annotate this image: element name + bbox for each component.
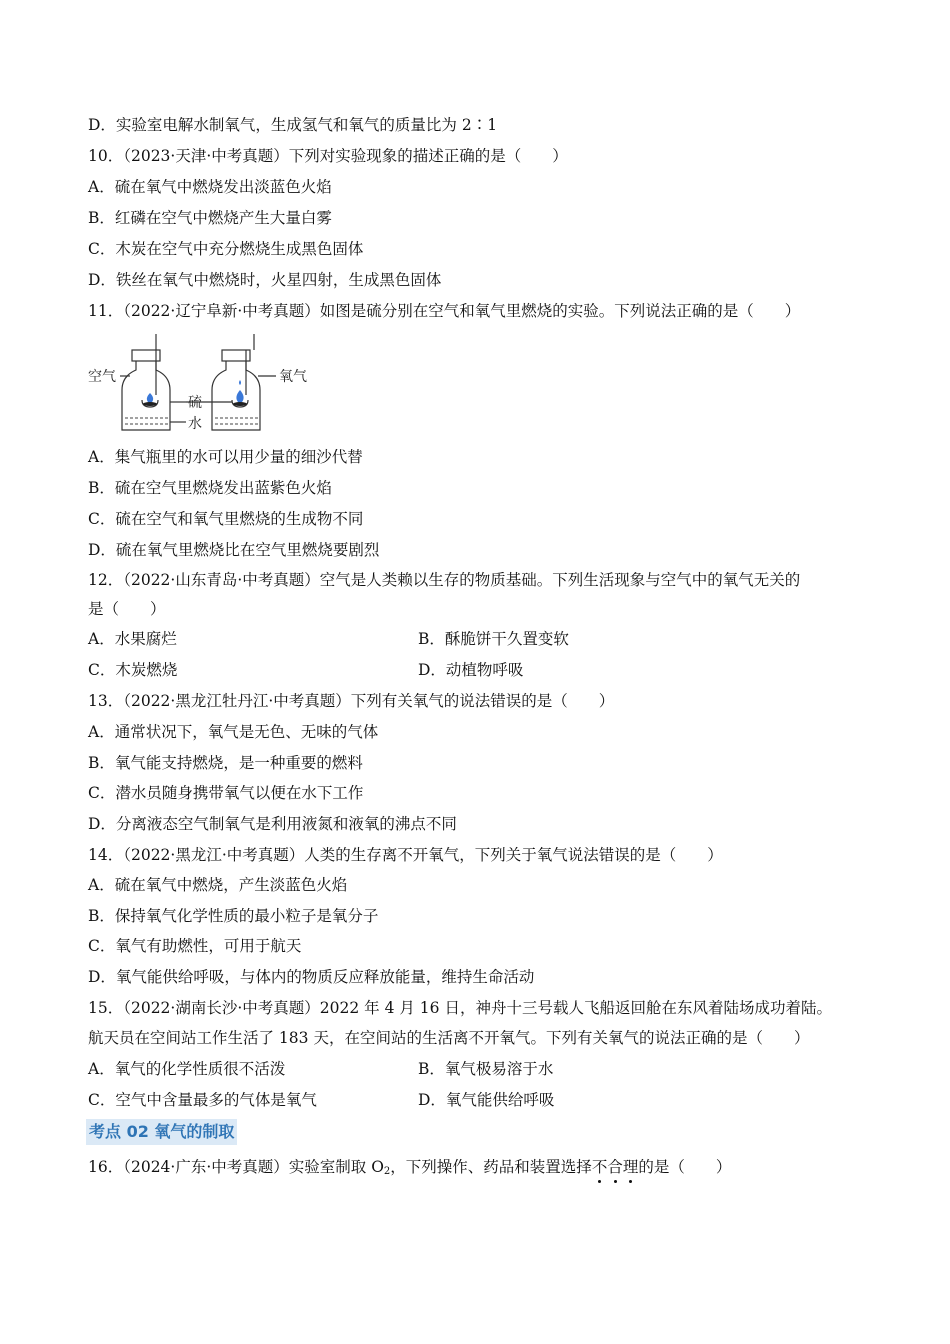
q11-stem: 11．（2022·辽宁阜新·中考真题）如图是硫分别在空气和氧气里燃烧的实验。下列说法正确的是（ ） xyxy=(88,302,801,320)
q15-stem-line1: 15．（2022·湖南长沙·中考真题）2022 年 4 月 16 日，神舟十三号载人飞船返回舱在东风着陆场成功着陆。 xyxy=(88,999,832,1017)
q15-stem-line2: 航天员在空间站工作生活了 183 天，在空间站的生活离不开氧气。下列有关氧气的说法正确的是（ ） xyxy=(88,1029,810,1047)
q10-option-c: C．木炭在空气中充分燃烧生成黑色固体 xyxy=(88,240,364,258)
q15-option-c: C．空气中含量最多的气体是氧气 xyxy=(88,1091,317,1109)
figure-label-air: 空气 xyxy=(88,369,116,385)
q15-option-d: D．氧气能供给呼吸 xyxy=(418,1091,555,1109)
q12-option-c: C．木炭燃烧 xyxy=(88,661,178,679)
q15-option-b: B．氧气极易溶于水 xyxy=(418,1060,554,1078)
q16-emphasis-1: 不 xyxy=(591,1158,608,1176)
figure-label-water: 水 xyxy=(188,416,202,432)
q10-option-d: D．铁丝在氧气中燃烧时，火星四射，生成黑色固体 xyxy=(88,271,442,289)
q16-stem-pre: 16．（2024·广东·中考真题）实验室制取 O xyxy=(88,1158,384,1176)
section-heading: 考点 02 氧气的制取 xyxy=(86,1119,237,1145)
q16-stem xyxy=(88,1156,731,1183)
q12-stem-line1: 12．（2022·山东青岛·中考真题）空气是人类赖以生存的物质基础。下列生活现象与空气中的氧气无关的 xyxy=(88,571,801,589)
q14-option-d: D．氧气能供给呼吸，与体内的物质反应释放能量，维持生命活动 xyxy=(88,968,535,986)
q14-option-c: C．氧气有助燃性，可用于航天 xyxy=(88,937,302,955)
q11-option-b: B．硫在空气里燃烧发出蓝紫色火焰 xyxy=(88,479,332,497)
q16-emphasis-3: 理 xyxy=(622,1158,639,1176)
q10-option-b: B．红磷在空气中燃烧产生大量白雾 xyxy=(88,209,332,227)
q13-stem: 13．（2022·黑龙江牡丹江·中考真题）下列有关氧气的说法错误的是（ ） xyxy=(88,692,615,710)
q9-option-d: D．实验室电解水制氧气，生成氢气和氧气的质量比为 2∶1 xyxy=(88,116,498,134)
figure-label-sulfur: 硫 xyxy=(188,395,202,411)
q13-option-d: D．分离液态空气制氧气是利用液氮和液氧的沸点不同 xyxy=(88,815,457,833)
sulfur-combustion-figure xyxy=(86,332,326,438)
figure-label-oxygen: 氧气 xyxy=(279,369,307,385)
q13-option-a: A．通常状况下，氧气是无色、无味的气体 xyxy=(88,723,379,741)
q15-option-a: A．氧气的化学性质很不活泼 xyxy=(88,1060,286,1078)
q12-option-d: D．动植物呼吸 xyxy=(418,661,524,679)
q11-option-d: D．硫在氧气里燃烧比在空气里燃烧要剧烈 xyxy=(88,541,380,559)
q13-option-b: B．氧气能支持燃烧，是一种重要的燃料 xyxy=(88,754,363,772)
q10-stem: 10．（2023·天津·中考真题）下列对实验现象的描述正确的是（ ） xyxy=(88,147,568,165)
q12-stem-line2: 是（ ） xyxy=(88,600,166,618)
q13-option-c: C．潜水员随身携带氧气以便在水下工作 xyxy=(88,784,364,802)
q16-stem-subscript: 2 xyxy=(383,1166,391,1177)
q11-option-a: A．集气瓶里的水可以用少量的细沙代替 xyxy=(88,448,363,466)
q16-emphasis-2: 合 xyxy=(607,1158,623,1176)
q12-option-a: A．水果腐烂 xyxy=(88,630,177,648)
q10-option-a: A．硫在氧气中燃烧发出淡蓝色火焰 xyxy=(88,178,332,196)
q16-stem-mid: ，下列操作、药品和装置选择 xyxy=(390,1158,592,1176)
q11-option-c: C．硫在空气和氧气里燃烧的生成物不同 xyxy=(88,510,364,528)
q14-option-a: A．硫在氧气中燃烧，产生淡蓝色火焰 xyxy=(88,876,348,894)
q14-stem: 14．（2022·黑龙江·中考真题）人类的生存离不开氧气，下列关于氧气说法错误的是（ ） xyxy=(88,846,723,864)
q16-stem-post: 的是（ ） xyxy=(638,1158,732,1176)
q12-option-b: B．酥脆饼干久置变软 xyxy=(418,630,569,648)
q14-option-b: B．保持氧气化学性质的最小粒子是氧分子 xyxy=(88,907,379,925)
